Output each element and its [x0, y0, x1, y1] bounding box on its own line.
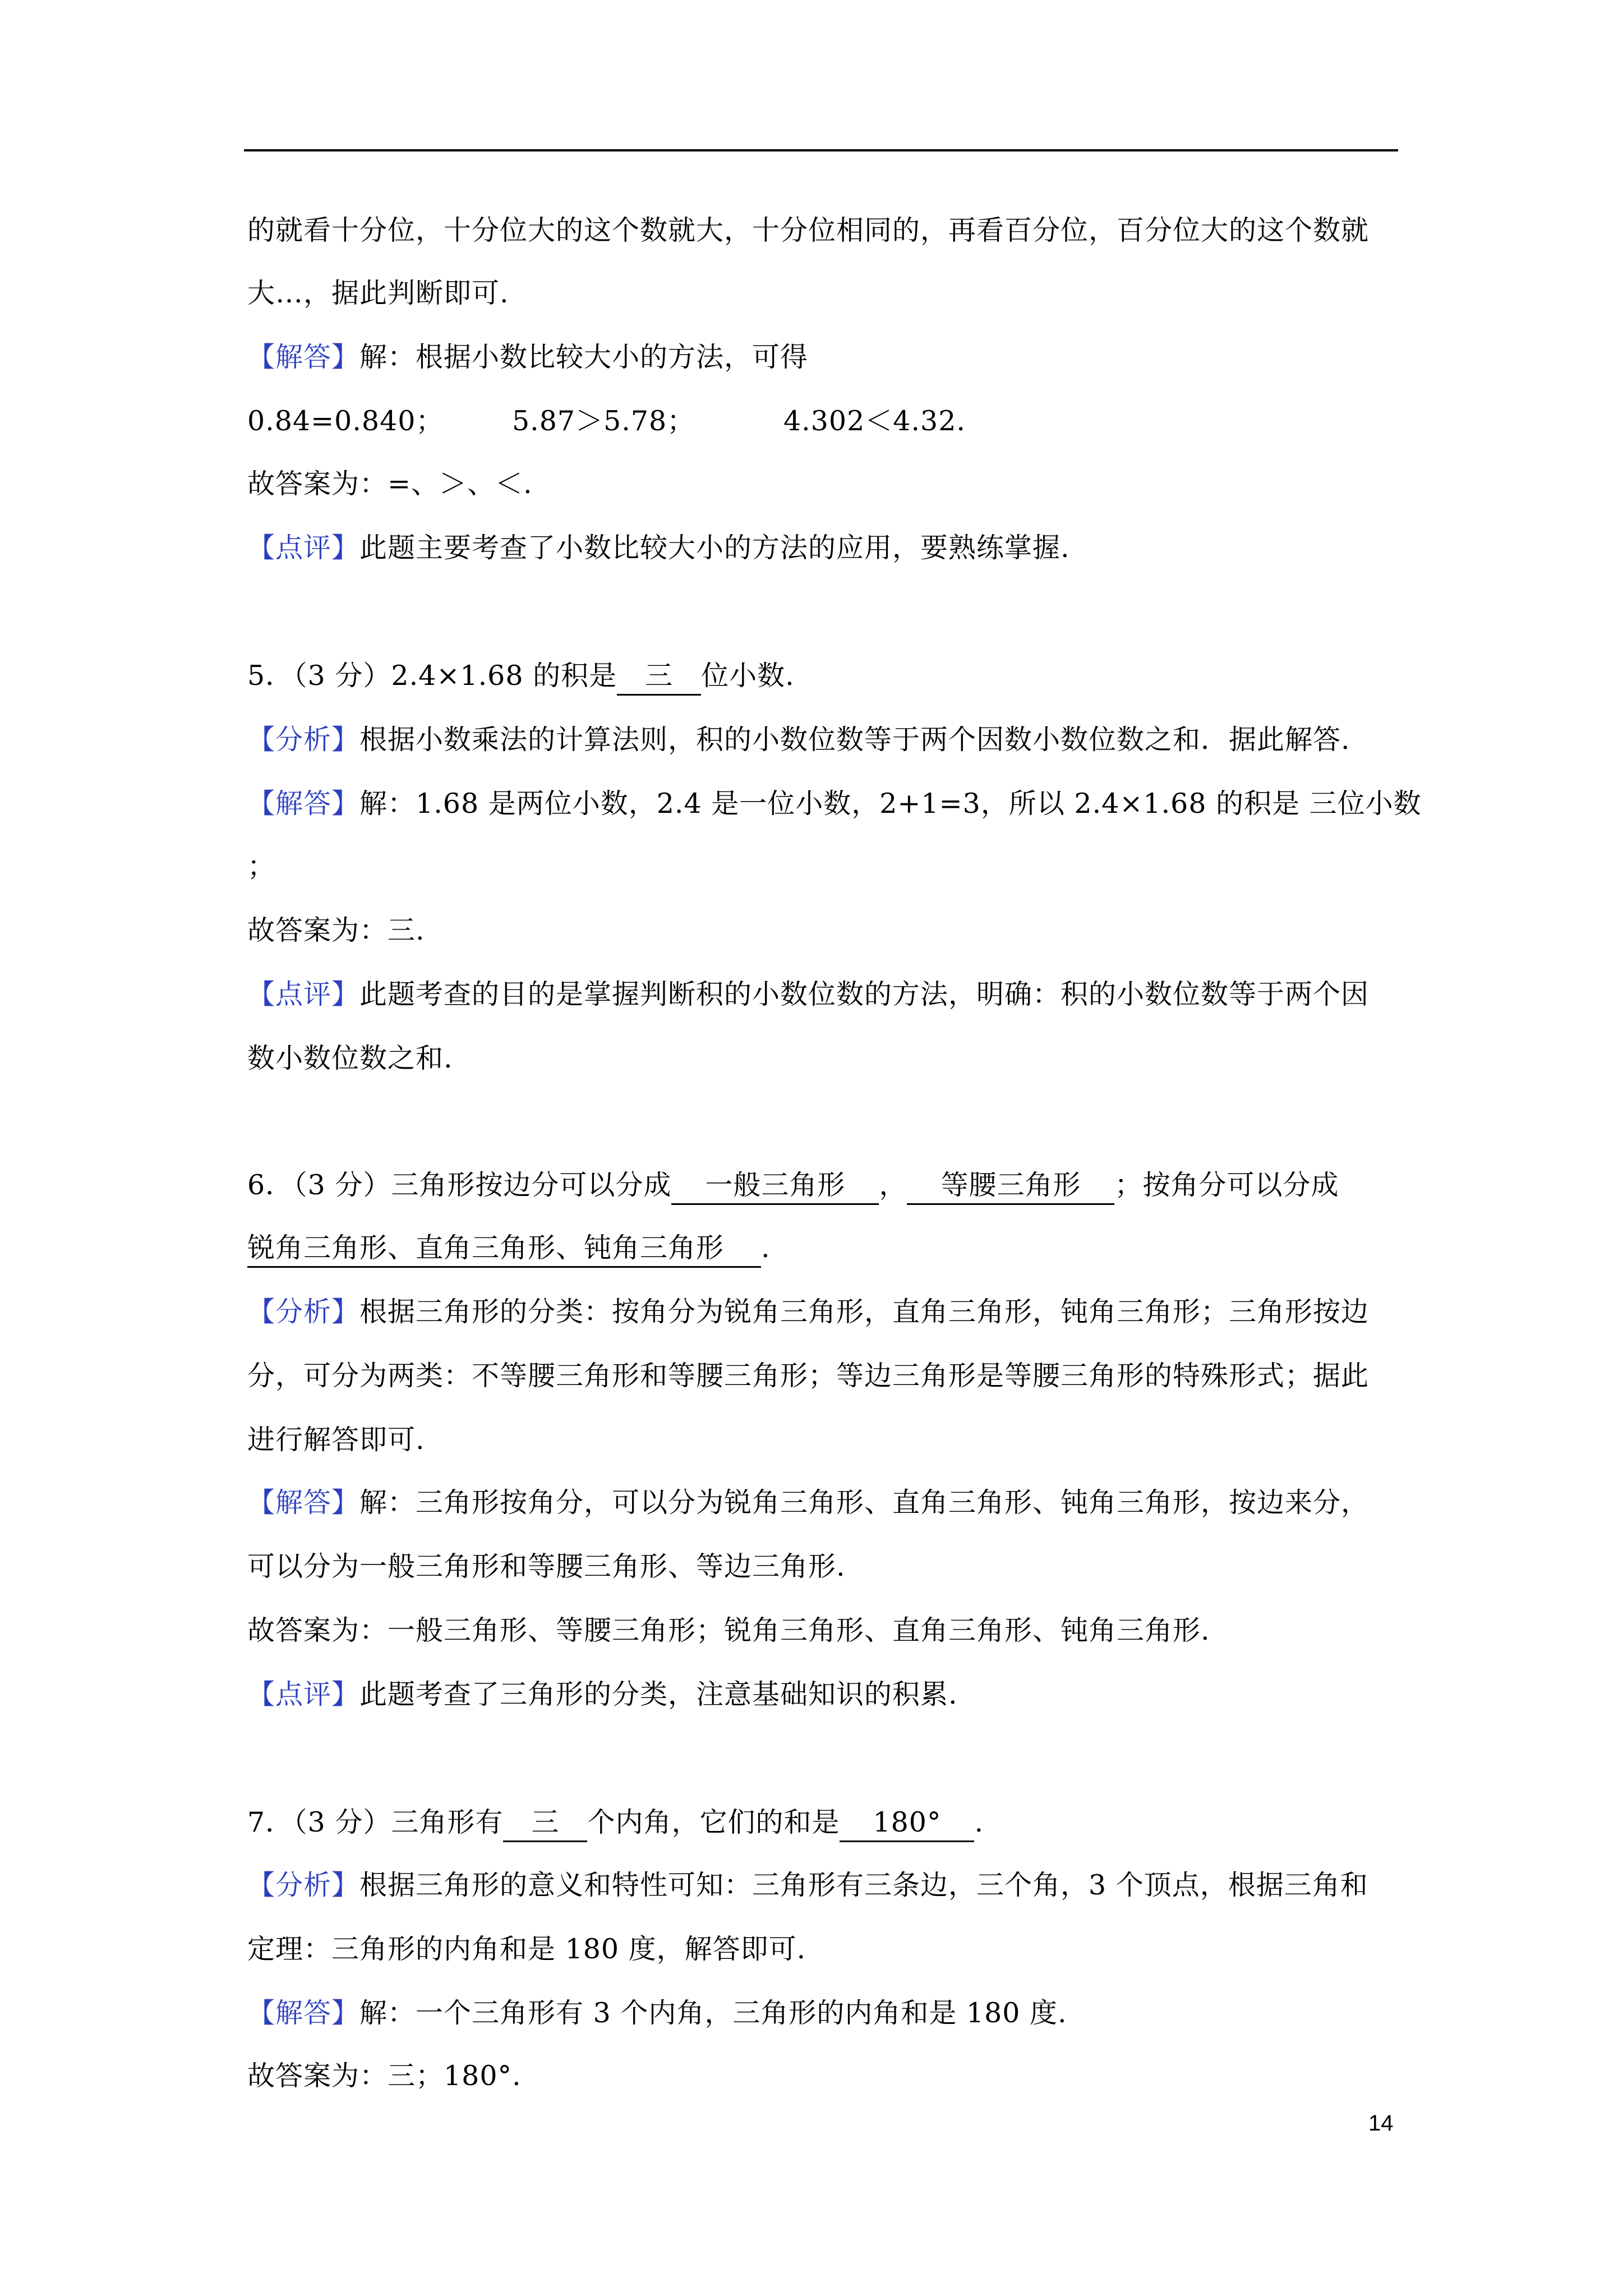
- solution-label: 【解答】: [247, 341, 360, 373]
- q5-solution-line-1: [247, 784, 1425, 823]
- q6-stem-mid: ；按角分可以分成: [1114, 1169, 1339, 1201]
- q5-answer: 故答案为：三.: [247, 914, 425, 946]
- q7-blank-2: 180°: [840, 1805, 974, 1842]
- q5-solution-line-2: ；: [247, 850, 276, 882]
- q5-analysis: [247, 720, 1425, 760]
- comment-label: 【点评】: [247, 532, 360, 564]
- q7-solution-text: 解：一个三角形有 3 个内角，三角形的内角和是 180 度.: [359, 1997, 1067, 2029]
- analysis-label: 【分析】: [247, 1296, 360, 1328]
- q7-solution: [247, 1994, 1425, 2033]
- q7-stem-pre: 7．（3 分）三角形有: [247, 1806, 504, 1838]
- q5-blank-1: 三: [617, 658, 701, 696]
- q6-solution-line-1: [247, 1483, 1425, 1522]
- q6-analysis-line-3: 进行解答即可.: [247, 1424, 425, 1456]
- header-rule: [244, 149, 1398, 151]
- comment-label: 【点评】: [247, 1678, 360, 1710]
- q6-blank-3: 锐角三角形、直角三角形、钝角三角形: [247, 1230, 761, 1268]
- q6-blank-2: 等腰三角形: [907, 1167, 1114, 1205]
- analysis-label: 【分析】: [247, 724, 360, 756]
- q5-comment-line-2: 数小数位数之和.: [247, 1042, 453, 1074]
- q6-stem-pre: 6．（3 分）三角形按边分可以分成: [247, 1169, 672, 1201]
- q4-comparison-1: 0.84=0.840；: [247, 405, 444, 437]
- q5-solution-text: 解：1.68 是两位小数，2.4 是一位小数，2+1=3，所以 2.4×1.68 的积是 三位小数: [359, 788, 1422, 820]
- q6-answer: 故答案为：一般三角形、等腰三角形；锐角三角形、直角三角形、钝角三角形.: [247, 1614, 1210, 1646]
- q5-stem-post: 位小数.: [701, 660, 795, 692]
- q6-stem-line-2: [247, 1228, 1425, 1268]
- q4-comparisons: [247, 402, 1425, 441]
- q5-comment-line-1: [247, 975, 1425, 1014]
- q6-stem-line-1: [247, 1166, 1425, 1205]
- q6-sep: ，: [879, 1169, 907, 1201]
- q7-blank-1: 三: [503, 1805, 587, 1842]
- q4-comment: [247, 528, 1425, 568]
- q6-solution-text: 解：三角形按角分，可以分为锐角三角形、直角三角形、钝角三角形，按边来分，: [359, 1487, 1370, 1519]
- q7-stem-mid: 个内角，它们的和是: [587, 1806, 840, 1838]
- analysis-label: 【分析】: [247, 1869, 360, 1901]
- q6-comment-text: 此题考查了三角形的分类，注意基础知识的积累.: [359, 1678, 958, 1710]
- q7-stem-post: .: [974, 1806, 984, 1838]
- q7-answer: 故答案为：三；180°.: [247, 2060, 522, 2092]
- q5-comment-text: 此题考查的目的是掌握判断积的小数位数的方法，明确：积的小数位数等于两个因: [359, 978, 1370, 1010]
- page-number: 14: [1368, 2111, 1394, 2136]
- solution-label: 【解答】: [247, 1997, 360, 2029]
- q4-comparison-2: 5.87＞5.78；: [512, 405, 695, 437]
- q7-analysis-text: 根据三角形的意义和特性可知：三角形有三条边，三个角，3 个顶点，根据三角和: [359, 1869, 1368, 1901]
- q6-analysis-line-1: [247, 1292, 1425, 1332]
- q4-solution-text: 解：根据小数比较大小的方法，可得: [359, 341, 809, 373]
- q6-analysis-text: 根据三角形的分类：按角分为锐角三角形，直角三角形，钝角三角形；三角形按边: [359, 1296, 1370, 1328]
- q7-analysis-line-1: [247, 1866, 1425, 1905]
- q4-analysis-line-1: 的就看十分位，十分位大的这个数就大，十分位相同的，再看百分位，百分位大的这个数就: [247, 214, 1370, 246]
- q4-comment-text: 此题主要考查了小数比较大小的方法的应用，要熟练掌握.: [359, 532, 1070, 564]
- q4-answer: 故答案为：=、＞、＜.: [247, 468, 533, 500]
- q7-analysis-line-2: 定理：三角形的内角和是 180 度，解答即可.: [247, 1933, 806, 1965]
- q6-analysis-line-2: 分，可分为两类：不等腰三角形和等腰三角形；等边三角形是等腰三角形的特殊形式；据此: [247, 1360, 1370, 1392]
- q6-blank-1: 一般三角形: [671, 1167, 879, 1205]
- solution-label: 【解答】: [247, 788, 360, 820]
- q6-solution-line-2: 可以分为一般三角形和等腰三角形、等边三角形.: [247, 1550, 846, 1582]
- solution-label: 【解答】: [247, 1487, 360, 1519]
- q7-stem: [247, 1803, 1425, 1842]
- q4-analysis-line-2: 大…，据此判断即可.: [247, 277, 509, 309]
- q5-stem-pre: 5．（3 分）2.4×1.68 的积是: [247, 660, 617, 692]
- q6-stem-post: .: [761, 1232, 771, 1264]
- q5-stem: [247, 656, 1425, 696]
- q4-solution: [247, 338, 1425, 377]
- q5-analysis-text: 根据小数乘法的计算法则，积的小数位数等于两个因数小数位数之和．据此解答.: [359, 724, 1350, 756]
- q6-comment: [247, 1675, 1425, 1714]
- q4-comparison-3: 4.302＜4.32.: [783, 405, 966, 437]
- comment-label: 【点评】: [247, 978, 360, 1010]
